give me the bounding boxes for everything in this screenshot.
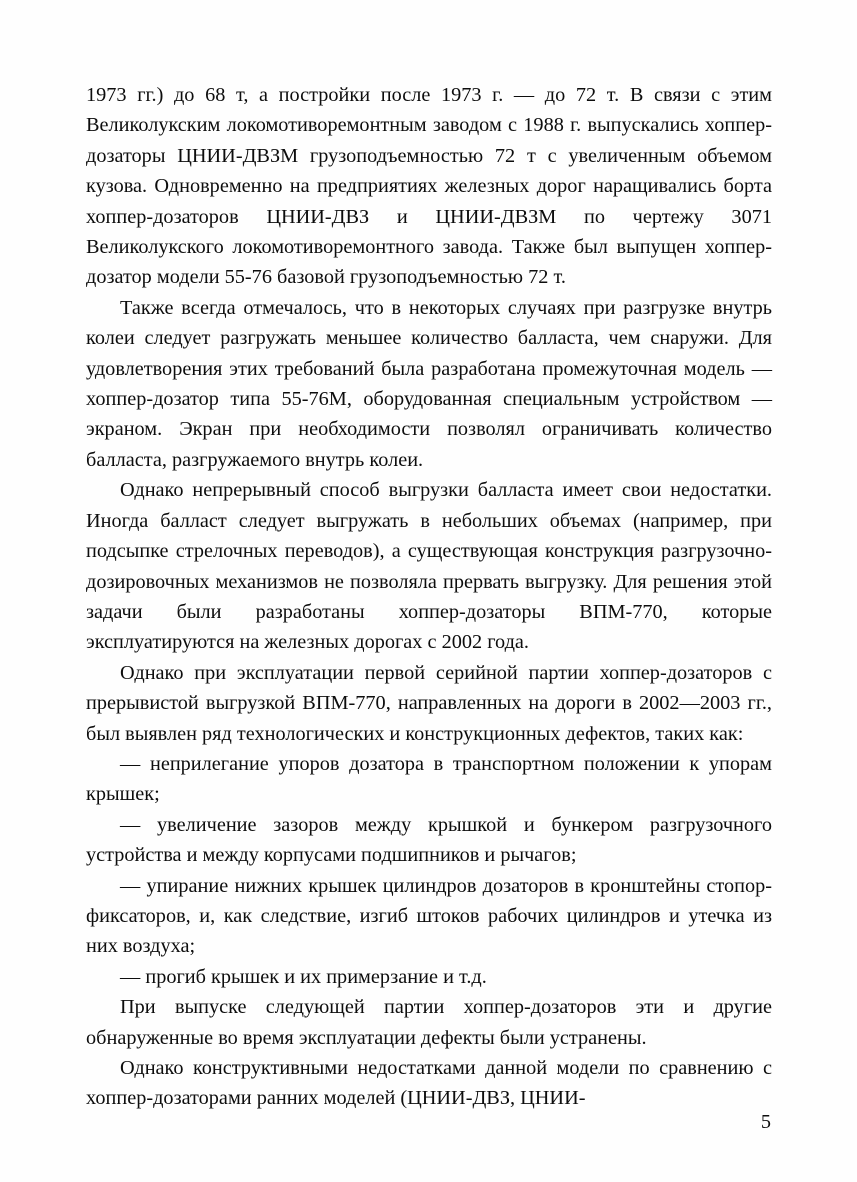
page-number: 5 <box>760 1111 771 1133</box>
list-item: — упирание нижних крышек цилиндров дозаторов в кронштейны стопор-фиксаторов, и, как следствие, изгиб штоков рабочих цилиндров и утечка из них воздуха; <box>86 874 772 958</box>
paragraph: Также всегда отмечалось, что в некоторых случаях при разгрузке внутрь колеи следует разгружать меньшее количество балласта, чем снаружи. Для удовлетворения этих требований была разработана промежуточная модель — хоппер-дозатор типа 55-76М, оборудованная специальным устройством — экраном. Экран при необходимости позволял ограничивать количество балласта, разгружаемого внутрь колеи. <box>86 296 772 471</box>
list-item: — неприлегание упоров дозатора в транспортном положении к упорам крышек; <box>86 752 772 806</box>
paragraph: При выпуске следующей партии хоппер-дозаторов эти и другие обнаруженные во время эксплуатации дефекты были устранены. <box>86 996 772 1049</box>
paragraph: 1973 гг.) до 68 т, а постройки после 1973 г. — до 72 т. В связи с этим Великолукским локомотиворемонтным заводом с 1988 г. выпускались хоппер-дозаторы ЦНИИ-ДВЗМ грузоподъемностью 72 т с увеличенным объемом кузова. Одновременно на предприятиях железных дорог наращивались борта хоппер-дозаторов ЦНИИ-ДВЗ и ЦНИИ-ДВЗМ по чертежу 3071 Великолукского локомотиворемонтного завода. Также был выпущен хоппер-дозатор модели 55-76 базовой грузоподъемностью 72 т. <box>86 84 772 289</box>
paragraph: Однако конструктивными недостатками данной модели по сравнению с хоппер-дозаторами ранних моделей (ЦНИИ-ДВЗ, ЦНИИ- <box>86 1057 772 1110</box>
paragraph: Однако непрерывный способ выгрузки балласта имеет свои недостатки. Иногда балласт следует выгружать в небольших объемах (например, при подсыпке стрелочных переводов), а существующая конструкция разгрузочно-дозировочных механизмов не позволяла прервать выгрузку. Для решения этой задачи были разработаны хоппер-дозаторы ВПМ-770, которые эксплуатируются на железных дорогах с 2002 года. <box>86 479 772 654</box>
paragraph: Однако при эксплуатации первой серийной партии хоппер-дозаторов с прерывистой выгрузкой ВПМ-770, направленных на дороги в 2002—2003 гг., был выявлен ряд технологических и конструкционных дефектов, таких как: <box>86 661 772 745</box>
list-item: — увеличение зазоров между крышкой и бункером разгрузочного устройства и между корпусами подшипников и рычагов; <box>86 813 772 867</box>
list-item: — прогиб крышек и их примерзание и т.д. <box>120 965 487 988</box>
body-text-column <box>86 80 772 1114</box>
